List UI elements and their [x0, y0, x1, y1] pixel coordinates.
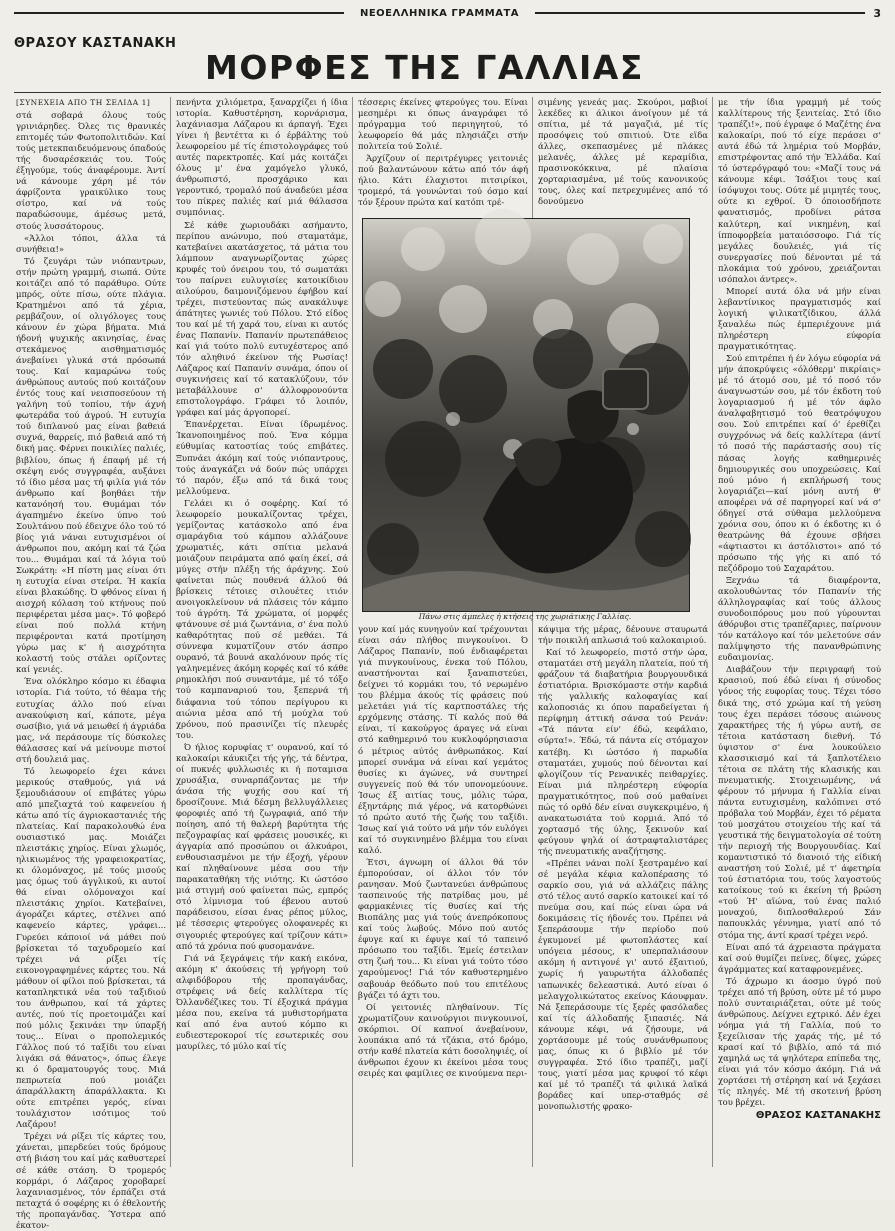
masthead — [14, 4, 881, 22]
paragraph: Διαβάζουν τήν περιγραφή τού κρασιού, πού έδώ είναι ή σύνοδος γόνος τής ευφορίας τους. Τέχει τόσο δικά της, στό χρώμα καί τή γεύση τους έχει περάσει τόσους αιώνους χαρακτήρες τής ή γύρω αυτή, σε τέτοια κατάσταση διεθνή. Τό ύψιστον σ' ένα λουκούλειο κλασσικισμό καί τά ξαπλοτέλειο τέτοια σε πλάτη τής κλασικής και πνευματικής. Στοιχειωμένης, νά φέρουν τό μήνυμα ή Γαλλία είναι πάντα ευτυχισμένη, καλόπινει στό πρόβαλα τού Μορβάν, έχει τό ρέματα τού μοσχάτου στοιχείου τής καί τά γευστικά τής δειγματολογία σέ τούτη τήν περιοχή τής Βουργουνδίας. Καί κομαντιστικό τό διανοιό τής είδική αναστήση τού Σολιέ, μέ τ' άφετηρία τού έστιατόρια του, τούς λαγοστούς κατοίκους τού κι έκείνη τή βρώση «τού Ή' αϊώνα, τού ένας παλιό μοναχού, διπλοσθαλερού Σάν παπουκλάς γέννημα, γιατί από τό στόμα της, άντί κρασί τρέχει νερό. — [718, 664, 881, 940]
article-headline: ΜΟΡΦΕΣ ΤΗΣ ΓΑΛΛΙΑΣ — [205, 48, 644, 87]
continued-note: [ΣΥΝΕΧΕΙΑ ΑΠΟ ΤΗ ΣΕΛΙΔΑ 1] — [16, 98, 151, 107]
author-signature: ΘΡΑΣΟΣ ΚΑΣΤΑΝΑΚΗΣ — [755, 1110, 881, 1122]
paragraph: «Πρέπει νάναι πολί ξεστραμένο καί σέ μεγάλα κέφια καλοπέρασης τό σαρκίο σου, γιά νά αλλάζεις πάλης στό τέλος αυτό σαρκίο κατοικεί καί τό πνεύμα σου, καί πώς είναι ώρα νά δοκιμάσεις τίς ήδονές του. Πρέπει νά ξεπεράσουμε τήν περίοδο πού έγκυμονεί μέ φωτοπλάστες καί υπόγεια μέσους, κ' υπερπαλιάσουν ακόμη ή αντιγονέ γι' αυτό έξαιτιού, χωρίς ή γαυρωτήτα άλλοδαπές ιαπωνικές δελεαστικά. Αυτό είναι ό μελαγχολικώτατος εκείνος Κάουφμαν. Νά ξεπεράσουμε τίς ξερές φασόλαδες καί τίς άλλοδαπής ξιπασιές. Νά κάνουμε κέφι, νά ζήσουμε, νά χορτάσουμε μέ τούς συνάνθρωπους μας, όπως κι ό βιβλίο μέ τόν συγγραφέα. Στό ίδιο τραπέζι, μαζί τους, γιατί μέσα μας κρυφοί τό κέφι καί μέ τό τραπέζι τά φιλικά λαϊκά βοράδες καί υπερ-σταθμός σέ μονοπωλιστής φρακο- — [538, 857, 708, 1112]
paragraph: γουν καί μάς κυνηγούν καί τρέχουνται είναι σάν πλήθος πινγκουίνοι. Ό Λάζαρος Παπανίν, πού ένδιαφέρεται γιά πινγκουίνους, ένεκα τού Πόλου, αναστήνονται καί ξαναπιστεύει, δείχνει τό κορμάκι του, τό νερωμένο του βλέμμα άκούς τίς φράσεις πού μελετάει γιά τίς καρτποστάλες τής ερχόμενης στάσης. Τί καλός πού θά είναι, τί κακούργος άραγες νά είναι στό καθημερινό του κυκλοφόρησιασια ό μέτριος αύτός άνθρωπάκος. Καί μπορεί συνάμα νά είναι καί γεμάτος θυσίες κι άγώνες, νά συντηρεί συγγενείς πού θά τόν υπονομεύουνε. Ίσως έξ αιτίας τους, μόλις τώρα, έξηντάρης πιά γέρος, νά κατορθώνει τό πρώτο αυτό τής ζωής του ταξίδι. Ίσως καί γιά τούτο νά μήν τόν ευλόγει καί τό συγκινημένο βλέμμα του είναι καλό. — [358, 624, 528, 855]
paragraph: Ένα ολόκληρο κόσμο κι έδαφια ιστορία. Γιά τούτο, τό θέαμα τής ευτυχίας άλλο πού είναι ανακούφιση καί, κάποτε, μέγα σωσίβιο, γιά νά μειωθεί ή άγριάδα μας, νά περάσουμε τίς δύσκολες θάλασσες καί νά μείνουμε πιστοί στή δουλειά μας. — [16, 676, 166, 764]
paragraph: Έπανέρχεται. Είναι ίδρωμένος. Ίκανοποιημένος πού. Ένα κόμμα εύθυμίας κατοστίας τούς επιβάτες. Ξυπνάει άκόμη καί τούς νιόπαντρους, τούς άναγκάζει νά δούν πώς υπάρχει τό παρόν, έξω από τά δικά τους μελλούμενα. — [176, 419, 348, 496]
paragraph: Σέ κάθε χωριουδάκι ασήμαντο, περίπου ανώνυμο, πού σταματάμε, κατεβαίνει ακατάσχετος, τά μάτια του λάμπουν αναγνωρίζοντας χώρες κρυφές τού όνειρου του, τό σωματάκι του παίρνει ευλυγισίες κατοικίδιου αιλούρου, δαιμονιζόμενου έφήβου καί τρέχει, πιστεύοντας πώς ανακάλυψε άπάτητες γωνιές τού Πόλου. Στό είδος του καί μέ τή χαρά του, είναι κι αυτός ένας Παπανίν. Παπανίν πρωτεπάθειος καί γιά τούτο πολύ ευτυχέστερος από τόν αληθινό έκείνον τής Ρωσίας! Λάζαρος καί Παπανίν συνάμα, όπου οί συγκινήσεις καί τό κατακλύζουν, τόν μεταβάλλουνε σ' άλλοφρονούντα επιστολογράφο. Γράφει τό λοιπόν, γράφει καί μάς άργοπορεί. — [176, 219, 348, 418]
paragraph: Ξεχνάω τά διαφέροντα, ακολουθώντας τόν Παπανίν τής άλληλογραφίας καί τούς άλλους συνοδοιπόρους μου πού γύρουνται άθόρυβοι στις τραπέζαριες, παίρνουν τόν κατάλογο καί τόν μελετούνε σάν παλίμψηστο τής πανανθρώπινης ευδαιμονίας. — [718, 575, 881, 663]
paragraph: Άρχίζουν οί περιτρέγυρες γειτονιές πού βαλαντώνουν κάτω από τόν άφή ήλιο. Κάτι έλαχιστοι πιτσιρίκοι, τρομερό, τά γουνώνται τού όσμο καί τόν ξέρουν πρώτα καί κατόπι τρέ- — [358, 153, 528, 208]
masthead-title: ΝΕΟΕΛΛΗΝΙΚΑ ΓΡΑΜΜΑΤΑ — [359, 7, 520, 19]
column-5 — [718, 97, 881, 1171]
paragraph: «Άλλοι τόποι, άλλα τά συνήθεια!» — [16, 232, 166, 254]
paragraph: Είναι από τά άχρειαστα πράγματα καί σού θυμίζει πείνες, δίψες, χώρες άγράμματες καί καταφρονεμένες. — [718, 941, 881, 974]
masthead-rule-left — [14, 12, 344, 14]
article-photo — [362, 218, 690, 612]
column-divider — [170, 97, 171, 1167]
paragraph: Γελάει κι ό σοφέρης. Καί τό λεωφορείο μουκαλίζοντας τρέχει, γεμίζοντας κατάσκολο από ένα σμαράγδια τού κάμπου αλλάζουνε χρωματιές, κάτι σπίτια μελανά μοιάζουν πειράματα από φαίη έκεί, σά μύγες στήν πλέξη τής άράχνης. Σού φαίνεται πώς πουθενά άλλού θά βρίσκεις τέτοιες σιλουέτες ιτιόν ανοιγοκλείνουν νά πλάσεις τόν κάμπο τού άγρότη. Τά χρώματα, οί μορφές φτάνουνε σέ μιά ζωντάνια, σ' ένα πολύ καθαρότητας πού σέ μεθάει. Τά σύννεφα κυματίζουν στόν άσπρο ουρανό, τά βουνά ακαλόνουν πρός τίς γαληνεμένες άκόμη κορφές καί τό κάθε ρημοκλήσι πού συναντάμε, μέ τό τόξο τού καμπαναριού του, ξεπερνά τή διάφανια τού τόπου περίγυρου κι αιώνια μέσα από τή μούχλα τού χρόνου, πού πρασινίζει τίς πλευρές του. — [176, 497, 348, 740]
paragraph: Έτσι, άγνωμη οί άλλοι θά τόν έμπορούσαν, οί άλλοι τόν τόν ρανησαν. Μού ζωντανεύει άνθρώπους τασπεινούς τής πατρίδας μου, μέ φαρμακένιες τίς θυσίες καί τής Βιοπάλης μας γιά τούς άνεπρόκοπους καί τούς λωβούς. Μόνο πού αυτός έφυγε καί κι έφυγε καί τό ταπεινό πρόσωπο του ταξίδι. Έμείς έστειλαν στη ζωή του... Κι είναι γιά τούτο τόσο χαρούμενος! Γιά τόν καθυστερημένο σαβουάρ θεόδωτο πού του επιτέλους βγάζει τό άχτι του. — [358, 856, 528, 1000]
paragraph: Γιά νά ξεγράψεις τήν κακή εικόνα, ακόμη κ' άκούσεις τή γρήγορη τού αλφιδόβορου τής προπαγάνδας, στρέφεις νά δείς καλλίτερα τίς Όλλανδέζικες του. Τί έξοχικά πράγμα μέσα που, εκείνα τά μυθιστορήματα καί από ένα αυτού κόμπο κι ευδιεστεροκοροί τίς εσωτερικές σου μαυρίλες, τό μύλο καί τίς — [176, 952, 348, 1051]
paragraph: Μπορεί αυτά όλα νά μήν είναι λεβαντίνικος πραγματισμός καί λογική ψιλικατζίδικου, άλλά ξαναλέω πώς έμπεριέχουνε μιά πληρέστερη εύφορία πραγματικότητας. — [718, 285, 881, 352]
photo-caption: Πάνω στις άμπελες ή κτήσεις της χωριάτικης Γαλλίας. — [418, 612, 632, 621]
paragraph: τέσσερις έκείνες φτερούγες του. Είναι μεσημέρι κι όπως άναγράφει τό πρόγραμμα τού περιηγητού, τό λεωφορείο θά μάς πλησιάζει στήν πολιτεία τού Σολιέ. — [358, 97, 528, 152]
paragraph: Σού επιτρέπει ή έν λόγω εύφορία νά μήν άποκρύψεις «όλόθερμ' πικρίαις» μέ τό άτομό σου, μέ τό ποσό τόν άναγνωστών σου, μέ τόν έκδοτη τού λογαριασμού ή μέ τόν άφλο άναλφαβητισμό τού θεατρόψυχου σου. Σού επιτρέπει καί ό' έρεθίζει συγχρόνως νά δείς καλλίτερα (άντί τό ποσό τής παράστασής σου) τίς πάσας λογής καθημερινές δημιουργικές σου υποχρεώσεις. Καί πού μόνο ή εκπλήρωσή τους λογαριάζει—καί μόνη αυτή θ' αποφέρει νά σέ παρηγορεί καί νά σ' όδηγεί στά σύθαμα μελλούμενα χρόνια σου, όπου κι ό έκδοτης κι ό θεατρώνης θά έχουνε σβήσει «άφτιαστοι κι άστόλιστοι» από τό πρόσωπο τής γής κι από τό πεζόδρομο τού Σαχαράτου. — [718, 353, 881, 573]
column-4-lower — [538, 624, 708, 1174]
column-2 — [176, 97, 348, 1171]
paragraph: Τό λεωφορείο έχει κάνει μερικούς σταθμούς, γιά νά ξεμουδιάσουν οί επιβάτες γύρω από μπεζιαχτά τού καφενείου ή κάτω από τίς άγριοκαστανιές τής πλατείας. Καί παρακολουθώ ένα ουσιαστικό μας. Μοιάζει πλειστάκις χηρίος. Είναι χλωμός, ηλικιωμένος τής γραφειοκρατίας, κι όλομόναχος, μέ τούς μισούς μας όμως τού άγγλικού, κι αυτοί θά είναι ολόμοναχοι καί πλειστάκις χηρίοι. Κατεβαίνει, άγοράζει κάρτες, στέλνει από καφενείο κάρτες, γράφει... Γυρεύει κάποιοί νά μάθει πού βρίσκεται τό ταχυδρομείο καί τρέχει νά ρίξει τίς εικονογραφημένες κάρτες του. Νά μάθουν οί φίλοι πού βρίσκεται, τά καταπληκτικά νέα τού ταξιδιού του άνθρωπου, καί τά χάρτες αυτές, πού τίς προετοιμάζει καί πού μόλις ξεκινάει την ύπαρξή τους... Είναι ο προπολεμικός Γάλλος πού τό ταξίδι του είναι λιγάκι σά θάνατος», όπως έλεγε κι ό δραματουργός τους. Μιά πεπρωτεία πού μοιάζει άπαράλλακτη άπαράλλακτα. Κι ούτε επιτρέπει γερός, είναι τουλάχιστον ισότιμος τού Λαζάρου! — [16, 765, 166, 1130]
paragraph: Τό άχρωμο κι άοσμο ύγρό πού τρέχει από τή βρύση, ούτε μέ τό μυρο πολύ συνταιριάζεται, ούτε μέ τούς άνθρώπους. Δείχνει εχτρικό. Δέν έχει νόημα γιά τή Γαλλία, πού το ξεχείλισαν τής χαράς τής, μέ τό κρασί καί τό βιβλίο, από τά πιό χαμηλά ως τά ψηλότερα επίπεδα της, είναι γιά τόν κόσμο άκόμη. Γιά νά χορτάσει τή στέρηση καί νά ξεχάσει τίς πληγές. Μέ τή σκοτεινή βρύση του βρέχει. — [718, 975, 881, 1108]
author-byline: ΘΡΑΣΟΥ ΚΑΣΤΑΝΑΚΗ — [14, 36, 177, 51]
paragraph: στά σοβαρά όλους τούς γρινιάρηδες. Όλες τις θρανικές επιτομές τών Φωτοπολιτιδών. Καί τούς μετεκπαιδευόμενους όπαδούς τής δυσαρέσκειάς του. Τούς έξηγούμε, τούς άναφέρουμε. Άντί νά κάνουμε χάρη μέ τόν άφρίζοντα γραικύλικο τους σίστρο, καί νά τούς παραδώσουμε, άμέσως μετά, στούς λυσσάτορους. — [16, 110, 166, 231]
vineyard-photo — [363, 219, 689, 611]
header-rule — [14, 92, 881, 93]
column-1 — [16, 97, 166, 1230]
paragraph: Καί τό λεωφορείο, πιστό στήν ώρα, σταματάει στή μεγάλη πλατεία, πού τή φράζουν τά διαβατήρια βουργουνδικά έστιατόρια. Βρισκόμαστε στήν καρδιά τής γαλλικής καλοφαγίας καί καλοποσιάς κι όπου παραδείγεται ή περίφημη άττική σάνσα τού Ρενάν: «Τά πάντα είν' έδώ, κεφάλαιο, σύρτα!». Έδώ, τά πάντα είς στόμαχον κατέβη. Κι ώστόσο ή παρωδία σταματάει, χυμούς πού δένονται καί φλογίζουν τίς Ρενανικές πειθαρχίες. Είναι μιά πληρέστερη εύφορία πραγματικότητος, πού σού μαθαίνει πώς τό ορθό δέν είναι συγκεκριμένο, ή ανακατωσιάτα τού κορμιά. Άπό τό χορτασμό τής ύλης, ξεκινούν καί φεύγουν ψηλά οί άστραφταλιστάρες τής πνευματικής αναζήτησης. — [538, 647, 708, 856]
paragraph: Ό ήλιος κορυφίας τ' ουρανού, καί τό καλοκαίρι κάυκιζει τής γής, τά δέντρα, οί πυκνές φυλλωσιές κι ή ποταμισα χρυσάξια, συναρπάζοντας με τήν άνάσα τής ψυχής σου καί τή δροσίζουνε. Μιά δέσμη βελλυγάλλειες φοροφιές από τή ζωγραφιά, από τήν ποίηση, από τή θαλερή βαρύτητα τής πεζογραφίας καί φράσεις μουσικές, κι άγγαρία από προσώπου οι άλκυάροι, ενθουσιασμένοι με τήν έξοχή, γέρουν καί πληθαίνουνε μέσα σου τήν παρακαταθήκη τής νιότης. Κι ώστόσο μιά στιγμή σού φαίνεται πώς, εμπρός στό λίμνισμα τού έβενου αυτού παράδεισου, είσαι ένας ρέπος μύλος, μέ τέσσερις φτερούγες ολοφανερές κι σιγουριές φτερούγες καί τρίζουν κάτι» από τά χρόνια πού φυσομανάνε. — [176, 741, 348, 951]
column-divider — [712, 97, 713, 1167]
paragraph: με τήν ίδια γραμμή μέ τούς καλλίτερους τής ξενιτείας. Στό ίδιο τραπέζι!», πού έγραφε ό Μαζέτης ένα καλοκαίρι, πού τό είχε περάσει σ' αυτά έδώ τά λημέρια τού Μορβάν, επιστρέφοντας από τήν Έλλάδα. Καί τό ύστερόγραφό του: «Μαζί τους νά κάνουμε κέφι. Ίσάξιοι τους καί ίσόψυχοι τους. Ούτε μέ μιμητές τους, ούτε κι εχθροί. Ό όποιοσδήποτε φανατισμός, προδίνει ράτσα καλύτερη, καί νικημένη, καί ίπποφορβεία ματαιόσσοφο. Γιά τίς μεγάλες δουλειές, γιά τίς συνεργασίες πού δένονται μέ τά πλοκάμια τού χρόνου, χρειάζονται ισόπαλοι άντρες». — [718, 97, 881, 284]
column-divider — [352, 97, 353, 1167]
paragraph: σιμένης γενεάς μας. Σκούροι, μαβιοί λεκέδες κι άλικοι άνοίγουν μέ τά σπίτια, μέ τά μαγαζιά, μέ τίς προσόψεις τού σπιτιού. Ότε εϊδα άλλες, σκεπασμένες μέ πλάκες μελανές, άλλες μέ κεραμίδια, πρασινοκόκκινα, μέ πλαίσια χορταριασμένα, μέ τούς κανονικούς τους, όλες καί πετρεχυμένες από τό δονούμενο — [538, 97, 708, 207]
column-3-lower — [358, 624, 528, 1174]
column-3-upper — [358, 97, 528, 215]
paragraph: Οί γειτονιές πληθαίνουν. Τίς χρωματίζουν καινούργιοι πινγκουινοί, σκόρπιοι. Οί καπνοί άνεβαίνουν, λουπάκια από τά τζάκια, στό δρόμο, στήν καθέ πλατεία κάτι δοσοληψιές, οί άνθρωποι έχουν κι έκείνοι μέσα τους σειρές και φαμίλιες σε κινούμενα περι- — [358, 1001, 528, 1078]
page-number: 3 — [873, 6, 881, 20]
column-4-upper — [538, 97, 708, 215]
paragraph: πενήντα χιλιόμετρα, ξαναρχίζει ή ίδια ιστορία. Καθυστέρηση, κορνάρισμα, λαχάνιασμα Λάζαρου κι άρπαγή. Έχει γίνει ή βεντέττα κι ό έρβάλτης τού λεωφορείου μέ τίς έπιστολογράφες τού αυτές παρεκτροπές. Καί μάς κοιτάζει όλους μ' ένα χαμόγελο γλυκό, άνθρωπιστό, προσχάρικο και γεροντικό, τρομαλό πού άναδεύει μέσα του πίκρες παλιές καί μιά θάλασσα συμπόνιας. — [176, 97, 348, 218]
paragraph: Τό ζευγάρι τών νιόπαντρων, στήν πρώτη γραμμή, σιωπά. Ούτε κοιτάζει από τό παράθυρο. Ούτε μπρός, ούτε πίσω, ούτε πλάγια. Κρατημένοι από τά χέρια, ρεμβάζουν, οί ολιγόλογες τους κάνουν έν χώρα βήματα. Μιά ήδονή ψυχικής ακινησίας, ένας στεκάμενος αισθηματισμός άνεβαίνει γλυκά στά πρόσωπά τους. Καί καμαρώνω τούς άνθρώπους αυτούς πού κοιτάζουν έντός τους καί νεισποσεύουν τή γαλήνη τού τοπίου, τήν άχνή φωτεράδα τού άγρού. Ή ευτυχία τού διπλανού μας είναι βαθειά συχνά, θαρρείς, πιό βαθειά από τή δική μας. Φέρνει ποικιλίες παλιές, βιβλίου, όπως ή έπαφή μέ τή σκέψη ενός συγγραφέα, αυξάνει τό ίδιο μέσα μας τή φιλία γιά τόν άνθρωπο καί βοηθάει τήν κατανόησή του. Θυμάμαι τόν άγαπημένο έκείνο ύπνο τού Σουλτάνου πού έδειχνε όλο τού τό βίος γιά νάναι ευτυχισμένοι οί άνθρωποι που, ακόμη καί τά ζώα του... Θυμάμαι καί τά λόγια τού Σωκράτη: «Η πίστη μας είναι ότι η ευτυχία είναι στείρα. Ή κακία είναι βλακώδης. Ό φθόνος είναι ή αισχρή κόλαση τού κτήνους πού περιφέρεται μέσα μας». Τό φοβερό είναι πού πολλά κτήνη περιφέρονται κατά προτίμηση γύρω μας κ' ή αισχρότητα κολαστή τούς στάλει ορίζοντες καί γενιές. — [16, 255, 166, 675]
masthead-rule-right — [535, 12, 865, 14]
paragraph: Τρέχει νά ρίξει τίς κάρτες του, χάνεται, μπερδεύει τούς δρόμους στή βιάση του καί μάς καθυστερεί σέ κάθε στάση. Ό τρομερός κορμάρι, ό Λάζαρος χοροβαρεί λαχανιασμένος, τόν έρπάζει στά πεταχτά ό σοφέρης κι ό έθελοντής τής προπαγάνδας. Ύστερα από έκατον- — [16, 1131, 166, 1230]
paragraph: κάψιμα τής μέρας, δένουνε σταυρωτά τήν ποικιλή απλωσιά τού καλοκαιριού. — [538, 624, 708, 646]
